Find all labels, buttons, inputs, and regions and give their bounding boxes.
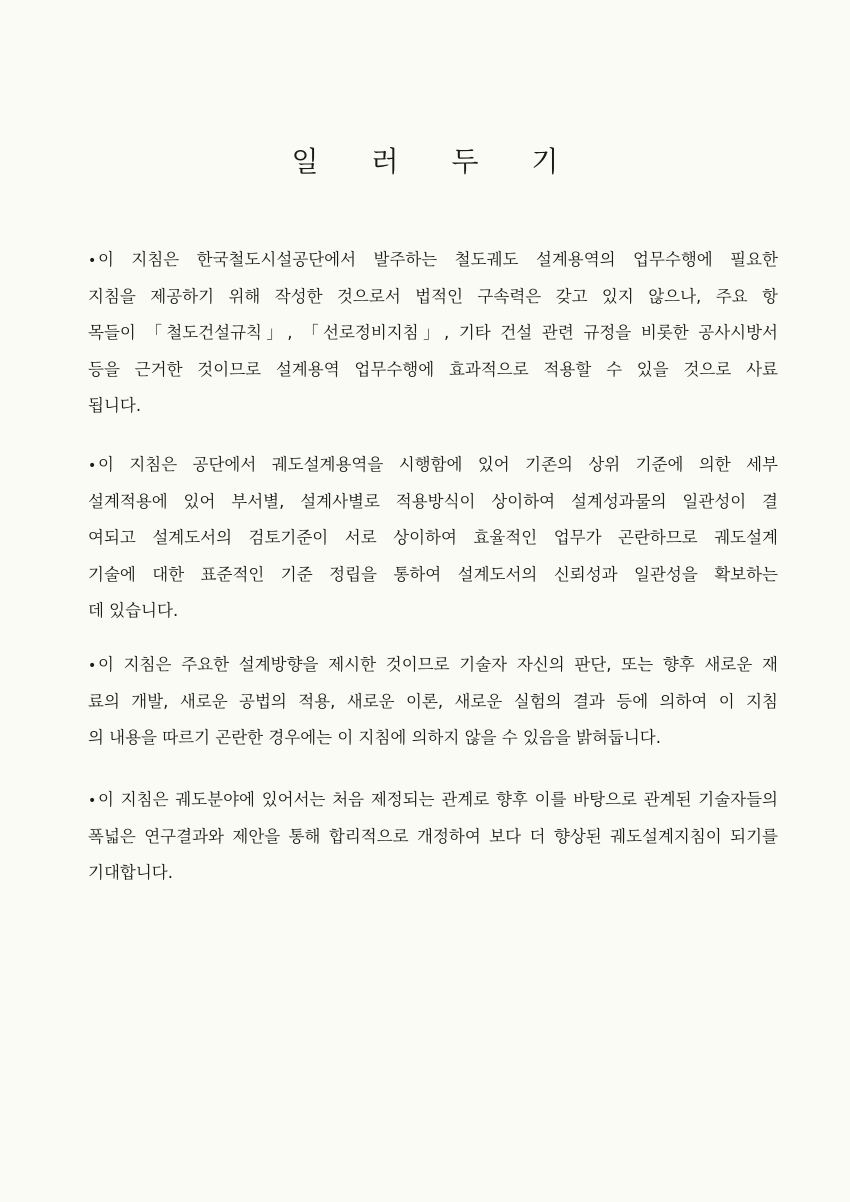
bullet-icon: • — [88, 658, 97, 674]
paragraph-line: • 이 지침은 주요한 설계방향을 제시한 것이므로 기술자 자신의 판단, 또는 향후 새로운 재 — [88, 647, 778, 684]
paragraph-line: 등을 근거한 것이므로 설계용역 업무수행에 효과적으로 적용할 수 있을 것으로 사료 — [88, 359, 778, 379]
paragraph-3 — [88, 647, 778, 757]
bullet-icon: • — [88, 793, 97, 809]
paragraph-line: 여되고 설계도서의 검토기준이 서로 상이하여 효율적인 업무가 곤란하므로 궤도설계 — [88, 528, 778, 547]
paragraph-line: 지침을 제공하기 위해 작성한 것으로서 법적인 구속력은 갖고 있지 않으나, 주요 항 — [88, 286, 778, 306]
page-title: 일 러 두 기 — [291, 145, 581, 178]
paragraph-line: 목들이 「철도건설규칙」, 「선로정비지침」, 기타 건설 관련 규정을 비롯한 공사시방서 — [88, 323, 778, 342]
paragraph-line: 설계적용에 있어 부서별, 설계사별로 적용방식이 상이하여 설계성과물의 일관성이 결 — [88, 491, 778, 511]
paragraph-line: 데 있습니다. — [88, 601, 179, 620]
paragraph-line: • 이 지침은 궤도분야에 있어서는 처음 제정되는 관계로 향후 이를 바탕으로 관계된 기술자들의 — [88, 782, 778, 819]
paragraph-4 — [88, 782, 778, 892]
paragraph-line: • 이 지침은 한국철도시설공단에서 발주하는 철도궤도 설계용역의 업무수행에 필요한 — [88, 242, 778, 279]
paragraph-1 — [88, 242, 778, 425]
paragraph-line: 기대합니다. — [88, 863, 173, 882]
bullet-icon: • — [88, 253, 97, 269]
paragraph-line: 의 내용을 따르기 곤란한 경우에는 이 지침에 의하지 않을 수 있음을 밝혀둡니다. — [88, 728, 661, 747]
paragraph-line: 폭넓은 연구결과와 제안을 통해 합리적으로 개정하여 보다 더 향상된 궤도설계지침이 되기를 — [88, 826, 778, 846]
paragraph-line: 됩니다. — [88, 396, 142, 415]
paragraph-line: 기술에 대한 표준적인 기준 정립을 통하여 설계도서의 신뢰성과 일관성을 확보하는 — [88, 564, 778, 584]
paragraph-2 — [88, 447, 778, 630]
paragraph-line: • 이 지침은 공단에서 궤도설계용역을 시행함에 있어 기존의 상위 기준에 의한 세부 — [88, 447, 778, 484]
paragraph-line: 료의 개발, 새로운 공법의 적용, 새로운 이론, 새로운 실험의 결과 등에 의하여 이 지침 — [88, 691, 778, 711]
bullet-icon: • — [88, 458, 97, 474]
